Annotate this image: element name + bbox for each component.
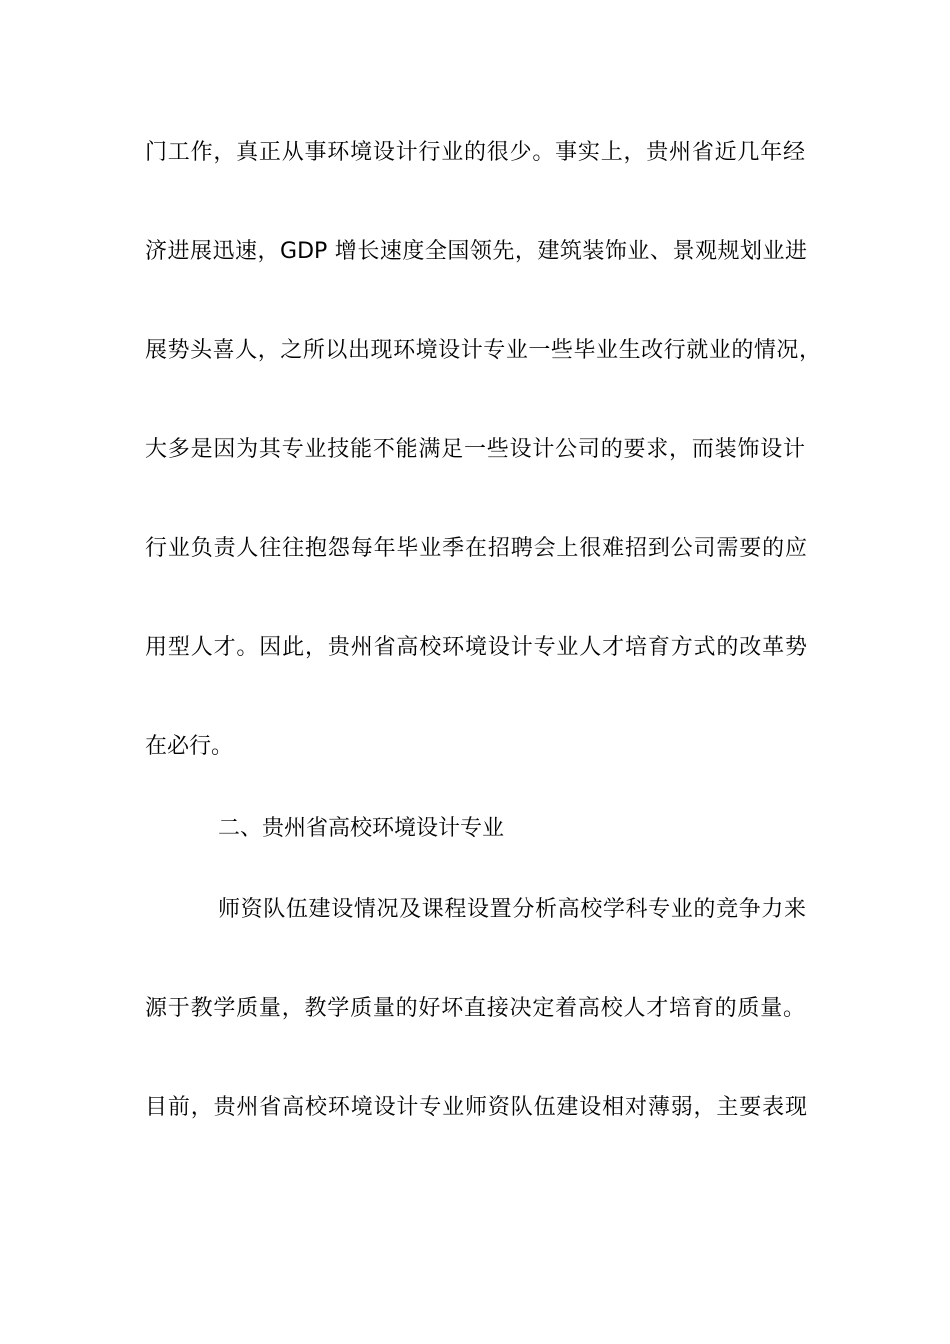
- section-heading: 二、贵州省高校环境设计专业: [218, 816, 505, 841]
- body-text-line: 源于教学质量，教学质量的好坏直接决定着高校人才培育的质量。: [145, 996, 805, 1021]
- body-text-line: 展势头喜人，之所以出现环境设计专业一些毕业生改行就业的情况，: [145, 338, 821, 363]
- body-text-line: 济进展迅速，GDP 增长速度全国领先，建筑装饰业、景观规划业进: [145, 239, 807, 264]
- body-text-line: 目前，贵州省高校环境设计专业师资队伍建设相对薄弱，主要表现: [145, 1095, 807, 1120]
- body-text-line: 在必行。: [145, 734, 234, 759]
- body-text-line: 行业负责人往往抱怨每年毕业季在招聘会上很难招到公司需要的应: [145, 536, 807, 561]
- paragraph-first-line: 师资队伍建设情况及课程设置分析高校学科专业的竞争力来: [218, 897, 806, 922]
- body-text-line: 大多是因为其专业技能不能满足一些设计公司的要求，而装饰设计: [145, 437, 805, 462]
- body-text-line: 用型人才。因此，贵州省高校环境设计专业人才培育方式的改革势: [145, 635, 807, 660]
- body-text-line: 门工作，真正从事环境设计行业的很少。事实上，贵州省近几年经: [145, 140, 805, 165]
